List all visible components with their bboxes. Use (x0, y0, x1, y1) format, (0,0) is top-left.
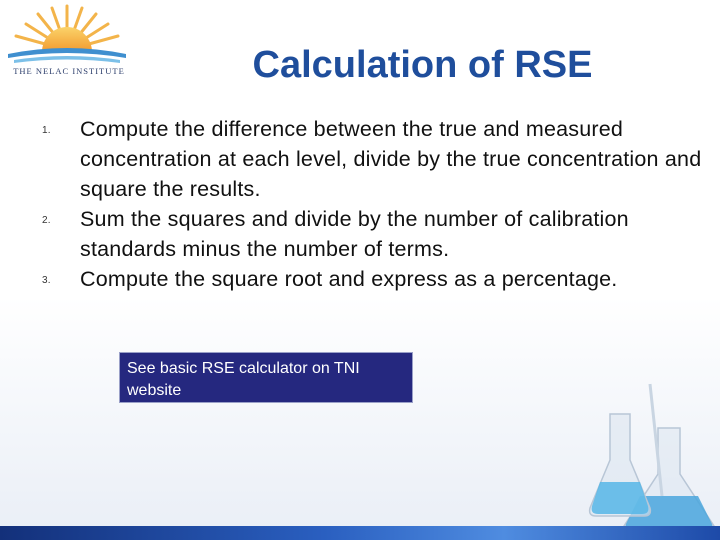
list-item (28, 264, 708, 294)
list-item (28, 114, 708, 204)
rse-calculator-callout[interactable]: See basic RSE calculator on TNI website (119, 352, 413, 403)
logo-text: THE NELAC INSTITUTE (13, 66, 125, 76)
list-item-number: 3. (42, 275, 51, 286)
list-item-text: Sum the squares and divide by the number of calibration standards minus the number of terms. (80, 207, 629, 261)
lab-flasks-icon (588, 378, 720, 538)
list-item (28, 204, 708, 264)
nelac-logo (4, 2, 130, 78)
list-item-text: Compute the difference between the true and measured concentration at each level, divide by the true concentration and square the results. (80, 117, 702, 201)
list-item-number: 2. (42, 215, 51, 226)
list-item-number: 1. (42, 125, 51, 136)
list-item-text: Compute the square root and express as a percentage. (80, 267, 618, 291)
sunrise-logo-icon (4, 2, 130, 68)
bottom-bar (0, 526, 720, 540)
steps-list (28, 114, 708, 294)
page-title: Calculation of RSE (252, 44, 593, 86)
